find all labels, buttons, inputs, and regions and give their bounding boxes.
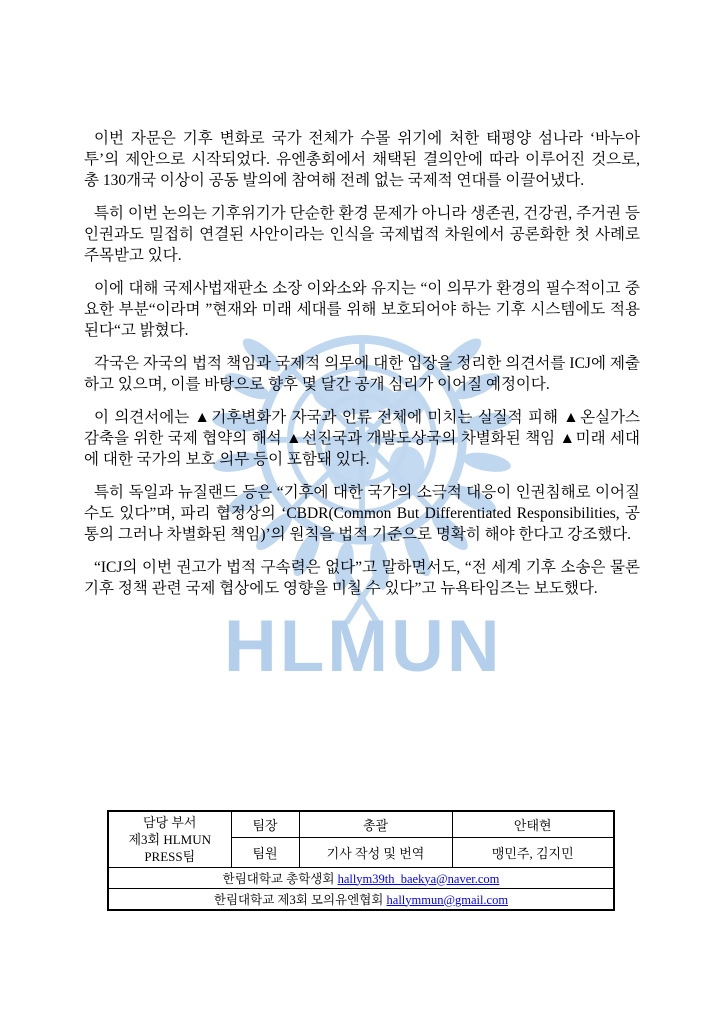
role-cell: 팀장 [231, 811, 299, 837]
contact-table [107, 810, 615, 911]
article-paragraph-5: 이 의견서에는 ▲기후변화가 자국과 인류 전체에 미치는 실질적 피해 ▲온실가스 감축을 위한 국제 협약의 해석 ▲선진국과 개발도상국의 차별화된 책임 ▲미래 세대에 대한 국가의 보호 의무 등이 포함돼 있다. [84, 409, 640, 468]
table-row [108, 811, 614, 837]
contact-row-1 [108, 867, 614, 888]
department-cell [108, 811, 231, 867]
article-paragraph-6: 특히 독일과 뉴질랜드 등은 “기후에 대한 국가의 소극적 대응이 인권침해로 이어질 수도 있다”며, 파리 협정상의 ‘CBDR(Common But Differentiated Responsibilities, 공통의 그러나 차별화된 책임)’의 원칙을 법적 기준으로 명확히 해야 한다고 강조했다. [84, 484, 640, 543]
role-cell: 팀원 [231, 837, 299, 867]
members-cell: 안태현 [452, 811, 614, 837]
email-link-student-council[interactable]: hallym39th_baekya@naver.com [337, 871, 500, 886]
contact-row-2 [108, 888, 614, 910]
article-paragraph-7: “ICJ의 이번 권고가 법적 구속력은 없다”고 말하면서도, “전 세계 기후 소송은 물론 기후 정책 관련 국제 협상에도 영향을 미칠 수 있다”고 뉴욕타임즈는 보도했다. [84, 559, 640, 597]
email-link-mun-association[interactable]: hallymmun@gmail.com [386, 892, 509, 907]
org-label: 한림대학교 총학생회 [222, 871, 335, 886]
article-body [84, 128, 640, 611]
hlmun-watermark-text: HLMUN [224, 606, 503, 687]
article-paragraph-3: 이에 대해 국제사법재판소 소장 이와소와 유지는 “이 의무가 환경의 필수적이고 중요한 부분“이라며 ”현재와 미래 세대를 위해 보호되어야 하는 기후 시스템에도 적용된다“고 밝혔다. [84, 280, 640, 339]
article-paragraph-1: 이번 자문은 기후 변화로 국가 전체가 수몰 위기에 처한 태평양 섬나라 ‘바누아투’의 제안으로 시작되었다. 유엔총회에서 채택된 결의안에 따라 이루어진 것으로, 총 130개국 이상이 공동 발의에 참여해 전례 없는 국제적 연대를 이끌어냈다. [84, 130, 640, 189]
duty-cell: 총괄 [299, 811, 452, 837]
department-line-1: 담당 부서 [143, 814, 197, 830]
article-paragraph-4: 각국은 자국의 법적 책임과 국제적 의무에 대한 입장을 정리한 의견서를 ICJ에 제출하고 있으며, 이를 바탕으로 향후 몇 달간 공개 심리가 이어질 예정이다. [84, 355, 640, 393]
article-paragraph-2: 특히 이번 논의는 기후위기가 단순한 환경 문제가 아니라 생존권, 건강권, 주거권 등 인권과도 밀접히 연결된 사안이라는 인식을 국제법적 차원에서 공론화한 첫 사례로 주목받고 있다. [84, 205, 640, 264]
department-line-3: PRESS팀 [144, 848, 196, 864]
department-line-2: 제3회 HLMUN [128, 831, 212, 847]
members-cell: 맹민주, 김지민 [452, 837, 614, 867]
org-label: 한림대학교 제3회 모의유엔협회 [213, 892, 384, 907]
table-row [108, 888, 614, 910]
duty-cell: 기사 작성 및 번역 [299, 837, 452, 867]
table-row [108, 867, 614, 888]
